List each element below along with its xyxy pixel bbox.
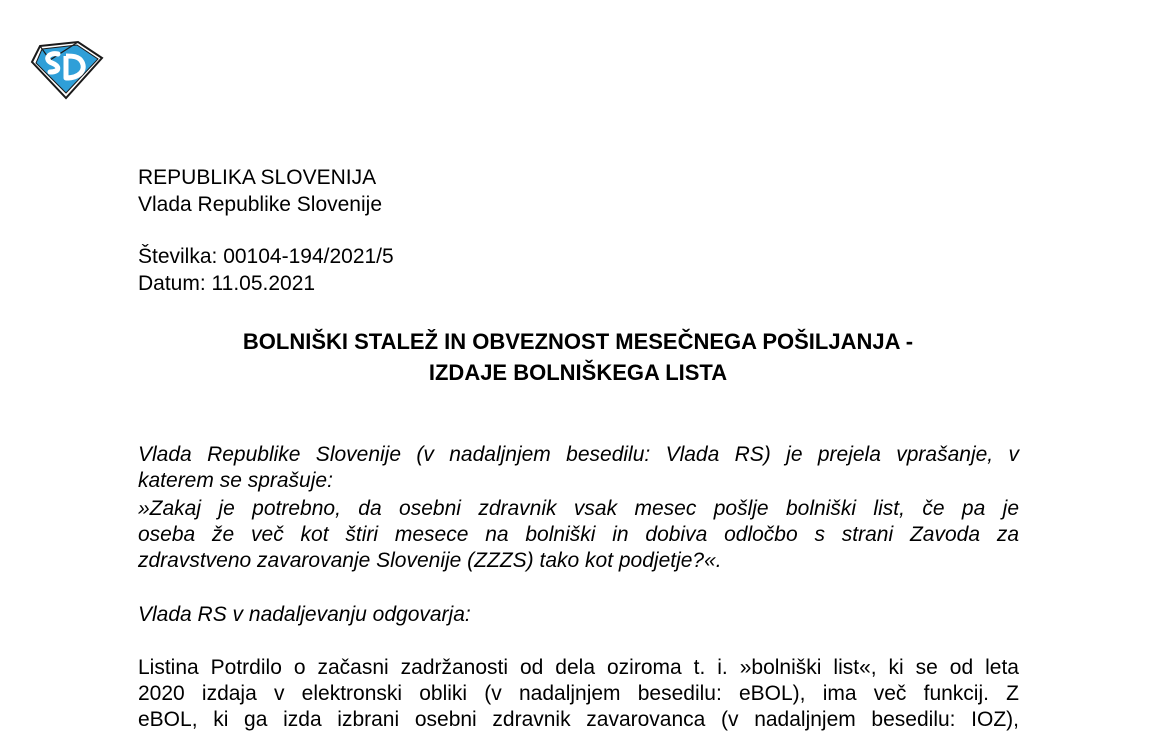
answer-intro bbox=[138, 602, 1019, 628]
republic-name: REPUBLIKA SLOVENIJA bbox=[138, 166, 377, 189]
intro-line: katerem se sprašuje: bbox=[138, 469, 333, 492]
answer-paragraph bbox=[138, 655, 1019, 733]
document-title-line-2: IZDAJE BOLNIŠKEGA LISTA bbox=[428, 360, 728, 385]
answer-line: 2020 izdaja v elektronski obliki (v nadaljnjem besedilu: eBOL), ima več funkcij. Z bbox=[138, 682, 1019, 705]
document-date: Datum: 11.05.2021 bbox=[138, 272, 316, 295]
question-paragraph bbox=[138, 496, 1019, 574]
government-name: Vlada Republike Slovenije bbox=[138, 193, 382, 216]
answer-line: eBOL, ki ga izda izbrani osebni zdravnik zavarovanca (v nadaljnjem besedilu: IOZ), bbox=[138, 708, 1019, 731]
answer-line: Listina Potrdilo o začasni zadržanosti od dela oziroma t. i. »bolniški list«, ki se od leta bbox=[138, 656, 1019, 679]
document-title-line-1: BOLNIŠKI STALEŽ IN OBVEZNOST MESEČNEGA POŠILJANJA - bbox=[242, 329, 914, 354]
intro-line: Vlada Republike Slovenije (v nadaljnjem besedilu: Vlada RS) je prejela vprašanje, v bbox=[138, 443, 1019, 466]
answer-intro-line: Vlada RS v nadaljevanju odgovarja: bbox=[138, 603, 471, 626]
question-line: oseba že več kot štiri mesece na bolniški in dobiva odločbo s strani Zavoda za bbox=[138, 523, 1019, 546]
intro-paragraph bbox=[138, 442, 1019, 494]
question-line: »Zakaj je potrebno, da osebni zdravnik vsak mesec pošlje bolniški list, če pa je bbox=[138, 497, 1019, 520]
question-line: zdravstveno zavarovanje Slovenije (ZZZS) tako kot podjetje?«. bbox=[138, 549, 722, 572]
sd-diamond-logo-icon bbox=[30, 40, 104, 100]
document-number: Številka: 00104-194/2021/5 bbox=[138, 245, 394, 268]
